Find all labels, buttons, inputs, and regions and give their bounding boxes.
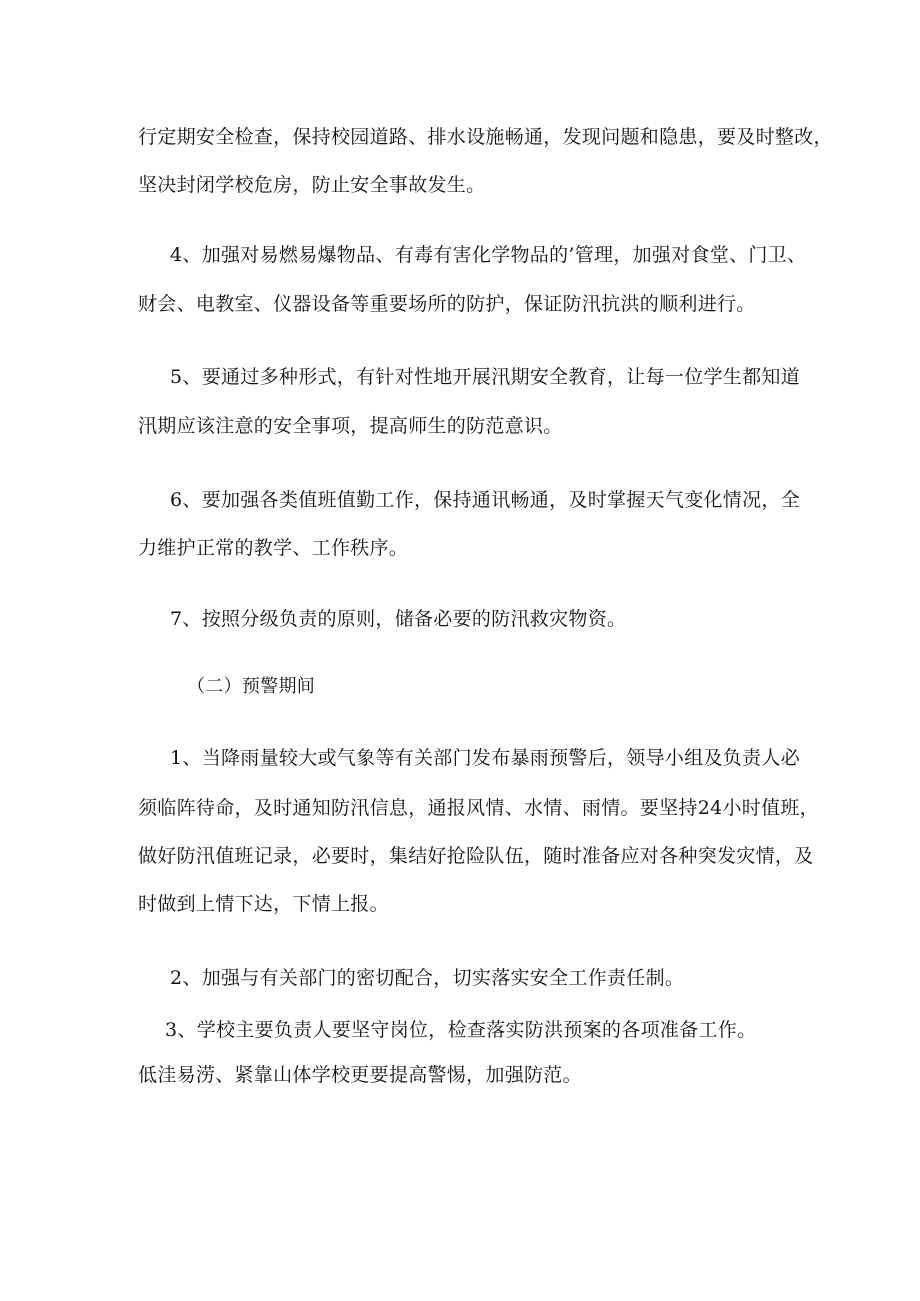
list-item-3-line: 低洼易涝、紧靠山体学校更要提高警惕，加强防范。: [138, 1064, 582, 1086]
list-item-1-line: 须临阵待命，及时通知防汛信息，通报风情、水情、雨情。要坚持24小时值班，: [138, 797, 819, 819]
list-item-2: 2、加强与有关部门的密切配合，切实落实安全工作责任制。: [170, 967, 685, 989]
list-item-5-line: 5、要通过多种形式，有针对性地开展汛期安全教育，让每一位学生都知道: [170, 366, 800, 388]
list-item-7: 7、按照分级负责的原则，储备必要的防汛救灾物资。: [170, 608, 627, 630]
list-item-1-line: 时做到上情下达，下情上报。: [138, 893, 389, 915]
list-item-3-line: 3、学校主要负责人要坚守岗位，检查落实防洪预案的各项准备工作。: [165, 1019, 757, 1041]
list-item-6-line: 6、要加强各类值班值勤工作，保持通讯畅通，及时掌握天气变化情况，全: [170, 489, 800, 511]
list-item-6-line: 力维护正常的教学、工作秩序。: [138, 537, 409, 559]
section-heading: （二）预警期间: [187, 676, 316, 697]
list-item-4-line: 财会、电教室、仪器设备等重要场所的防护，保证防汛抗洪的顺利进行。: [138, 293, 756, 315]
paragraph-line: 行定期安全检查，保持校园道路、排水设施畅通，发现问题和隐患，要及时整改，: [138, 126, 833, 148]
list-item-5-line: 汛期应该注意的安全事项，提高师生的防范意识。: [138, 415, 563, 437]
list-item-1-line: 1、当降雨量较大或气象等有关部门发布暴雨预警后，领导小组及负责人必: [170, 747, 800, 769]
paragraph-line: 坚决封闭学校危房，防止安全事故发生。: [138, 174, 486, 196]
list-item-1-line: 做好防汛值班记录，必要时，集结好抢险队伍，随时准备应对各种突发灾情，及: [138, 845, 814, 867]
list-item-4-line: 4、加强对易燃易爆物品、有毒有害化学物品的’管理，加强对食堂、门卫、: [170, 244, 807, 266]
